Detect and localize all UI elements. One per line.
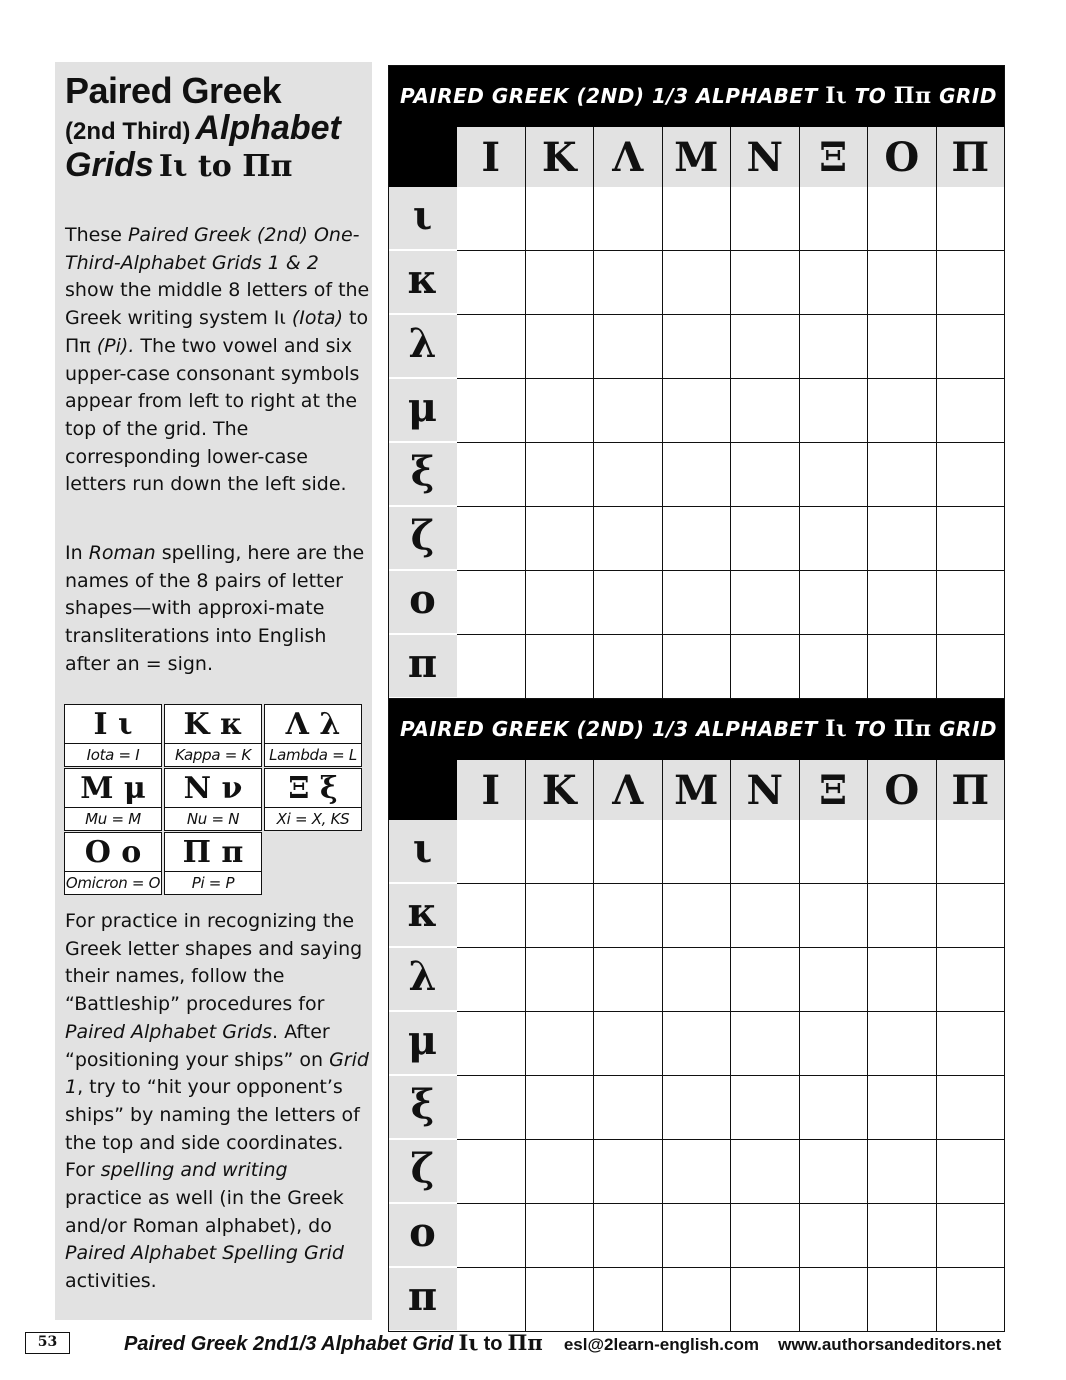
column-header: Π: [937, 760, 1006, 820]
footer-greek-start: Ιι: [458, 1330, 479, 1355]
grid-cell[interactable]: [731, 635, 800, 699]
grid-cell[interactable]: [937, 379, 1006, 443]
column-header: Ξ: [800, 760, 869, 820]
grid-cell[interactable]: [457, 187, 526, 251]
roman-text-1: Roman: [88, 542, 156, 564]
letter-cell: [164, 832, 262, 895]
grid-cell[interactable]: [663, 315, 732, 379]
grid-cell[interactable]: [937, 820, 1006, 884]
footer-title: Paired Greek 2nd1/3 Alphabet Grid: [124, 1333, 454, 1355]
grid-cell[interactable]: [868, 507, 937, 571]
grid-cell[interactable]: [663, 1204, 732, 1268]
grid-cell[interactable]: [594, 571, 663, 635]
intro-text-0: These: [65, 224, 128, 246]
grid-cell[interactable]: [800, 1140, 869, 1204]
footer-greek-end: Ππ: [507, 1330, 543, 1355]
grid-cell[interactable]: [526, 1140, 595, 1204]
grid-cell[interactable]: [457, 884, 526, 948]
grid-cell[interactable]: [800, 571, 869, 635]
grid-cell[interactable]: [868, 820, 937, 884]
column-header: Μ: [663, 760, 732, 820]
grid-title-part: TO: [854, 84, 887, 108]
grid-title-part: Ππ: [893, 83, 932, 109]
grid-cell[interactable]: [731, 443, 800, 507]
grid-cell[interactable]: [731, 1204, 800, 1268]
letter-pair: Κ κ: [183, 707, 243, 742]
intro-text-5: (Pi).: [96, 334, 135, 357]
letter-cell: [64, 832, 162, 895]
letter-pair: Μ μ: [80, 771, 146, 806]
footer-website[interactable]: www.authorsandeditors.net: [778, 1335, 1002, 1354]
grid-cell[interactable]: [457, 948, 526, 1012]
grid-cell[interactable]: [800, 1012, 869, 1076]
row-header: ζ: [388, 507, 457, 571]
grid-cell[interactable]: [457, 507, 526, 571]
letter-transliteration: Iota = I: [65, 743, 161, 766]
grid-cell[interactable]: [594, 1268, 663, 1332]
grid-cell[interactable]: [731, 507, 800, 571]
intro-paragraph: [65, 222, 370, 499]
grid-row: [388, 1012, 1005, 1076]
letter-cell: [64, 768, 162, 831]
letter-cell: [264, 768, 362, 831]
title-line-1: Paired Greek: [65, 70, 282, 111]
row-header: ι: [388, 187, 457, 251]
letter-pair: Λ λ: [285, 707, 341, 742]
intro-text-3: (Iota): [291, 307, 343, 330]
grid-cell[interactable]: [526, 1268, 595, 1332]
intro-text-1: Paired Greek (2nd) One-Third-Alphabet Grids 1 & 2: [65, 224, 360, 274]
grid-cell[interactable]: [731, 1012, 800, 1076]
grid-cell[interactable]: [937, 1140, 1006, 1204]
practice-text-7: Paired Alphabet Spelling Grid: [65, 1242, 344, 1265]
sidebar-panel: [55, 62, 372, 1320]
grid-cell[interactable]: [663, 820, 732, 884]
grid-row: [388, 1268, 1005, 1332]
grid-cell[interactable]: [937, 251, 1006, 315]
column-headers: [457, 760, 1005, 820]
grid-corner: [388, 127, 457, 187]
grid-cell[interactable]: [731, 948, 800, 1012]
column-header: Κ: [526, 760, 595, 820]
roman-text-2: spelling, here are the names of the 8 pairs of letter shapes—with approxi-mate transliterations into English after an = sign.: [65, 542, 365, 675]
grid-title-part: TO: [854, 717, 887, 741]
column-header: Ν: [731, 760, 800, 820]
practice-text-3: Grid 1: [65, 1048, 369, 1099]
grid-cell[interactable]: [594, 187, 663, 251]
grid-row: [388, 1076, 1005, 1140]
grid-cell[interactable]: [800, 884, 869, 948]
letter-cell: [164, 768, 262, 831]
letter-transliteration: Lambda = L: [265, 743, 361, 766]
grid-cell[interactable]: [937, 884, 1006, 948]
grid-cell[interactable]: [868, 251, 937, 315]
grid-row: [388, 1140, 1005, 1204]
grid-title-part: Ιι: [825, 83, 848, 109]
grid-title-part: GRID 2: [939, 717, 1019, 741]
grid-cell[interactable]: [937, 507, 1006, 571]
letter-transliteration: Pi = P: [165, 871, 261, 894]
grid-cell[interactable]: [663, 1012, 732, 1076]
row-header: λ: [388, 948, 457, 1012]
letter-name-table: [64, 704, 366, 898]
grid-cell[interactable]: [937, 948, 1006, 1012]
grid-cell[interactable]: [594, 820, 663, 884]
grid-cell[interactable]: [731, 884, 800, 948]
practice-text-6: practice as well (in the Greek and/or Roman alphabet), do: [65, 1187, 344, 1237]
grid-cell[interactable]: [457, 251, 526, 315]
grid-cell[interactable]: [594, 1204, 663, 1268]
column-headers: [457, 127, 1005, 187]
grid-header: [388, 698, 1019, 760]
grid-cell[interactable]: [868, 1204, 937, 1268]
grid-cell[interactable]: [663, 187, 732, 251]
letter-cell: [64, 704, 162, 767]
grid-cell[interactable]: [526, 1204, 595, 1268]
row-header: ξ: [388, 1076, 457, 1140]
grid-cell[interactable]: [663, 379, 732, 443]
grid-body: [388, 187, 1005, 699]
letter-cell: [264, 704, 362, 767]
grid-cell[interactable]: [457, 1076, 526, 1140]
row-header: λ: [388, 315, 457, 379]
page-title: [65, 70, 370, 186]
practice-text-2: . After “positioning your ships” on: [65, 1020, 330, 1071]
title-subtitle: (2nd Third): [65, 118, 191, 146]
letter-transliteration: Omicron = O: [65, 871, 161, 894]
row-header: ξ: [388, 443, 457, 507]
grid-cell[interactable]: [526, 635, 595, 699]
grid-corner: [388, 760, 457, 820]
grid-cell[interactable]: [457, 571, 526, 635]
column-header: Μ: [663, 127, 732, 187]
grid-cell[interactable]: [937, 635, 1006, 699]
grid-cell[interactable]: [526, 884, 595, 948]
grid-title-part: PAIRED GREEK (2ND) 1/3 ALPHABET: [400, 84, 818, 108]
grid-cell[interactable]: [457, 635, 526, 699]
grid-cell[interactable]: [800, 443, 869, 507]
grid-cell[interactable]: [526, 251, 595, 315]
grid-cell[interactable]: [457, 443, 526, 507]
grid-row: [388, 187, 1005, 251]
column-header: Ι: [457, 760, 526, 820]
grid-cell[interactable]: [594, 315, 663, 379]
title-grids: Grids: [65, 146, 154, 185]
grid-cell[interactable]: [526, 443, 595, 507]
grid-cell[interactable]: [868, 571, 937, 635]
grid-cell[interactable]: [937, 443, 1006, 507]
row-header: ο: [388, 1204, 457, 1268]
grid-cell[interactable]: [800, 379, 869, 443]
grid-cell[interactable]: [868, 948, 937, 1012]
column-header: Ι: [457, 127, 526, 187]
roman-text-0: In: [65, 542, 89, 564]
grid-row: [388, 820, 1005, 884]
grid-cell[interactable]: [731, 820, 800, 884]
letter-cell: [164, 704, 262, 767]
grid-cell[interactable]: [594, 443, 663, 507]
grid-cell[interactable]: [594, 1076, 663, 1140]
grid-cell[interactable]: [731, 379, 800, 443]
letter-pair: Ξ ξ: [288, 771, 338, 806]
grid-title-part: PAIRED GREEK (2ND) 1/3 ALPHABET: [400, 717, 818, 741]
grid-cell[interactable]: [868, 884, 937, 948]
grid-cell[interactable]: [526, 571, 595, 635]
practice-text-8: activities.: [65, 1270, 157, 1293]
grid-cell[interactable]: [526, 1076, 595, 1140]
grid-row: [388, 507, 1005, 571]
column-header: Π: [937, 127, 1006, 187]
grid-row: [388, 635, 1005, 699]
grid-cell[interactable]: [800, 820, 869, 884]
letter-transliteration: Nu = N: [165, 807, 261, 830]
grid-body: [388, 820, 1005, 1332]
grid-cell[interactable]: [594, 884, 663, 948]
grid-cell[interactable]: [868, 187, 937, 251]
title-alphabet: Alphabet: [195, 109, 341, 148]
intro-text-2: show the middle 8 letters of the Greek writing system Ιι: [65, 279, 370, 330]
row-header: ο: [388, 571, 457, 635]
footer-email[interactable]: esl@2learn-english.com: [563, 1335, 759, 1354]
grid-cell[interactable]: [731, 1140, 800, 1204]
page-number: 53: [25, 1332, 70, 1354]
grid-cell[interactable]: [594, 379, 663, 443]
grid-cell[interactable]: [663, 571, 732, 635]
grid-cell[interactable]: [526, 315, 595, 379]
intro-text-4: to Ππ: [65, 307, 369, 357]
grid-cell[interactable]: [457, 315, 526, 379]
grid-header: [388, 65, 1019, 127]
column-header: Ο: [868, 127, 937, 187]
grid-cell[interactable]: [800, 1076, 869, 1140]
grid-cell[interactable]: [457, 1268, 526, 1332]
grid-cell[interactable]: [868, 1140, 937, 1204]
grid-cell[interactable]: [526, 379, 595, 443]
practice-text-5: spelling and writing: [100, 1159, 288, 1182]
grid-cell[interactable]: [594, 635, 663, 699]
practice-text-0: For practice in recognizing the Greek letter shapes and saying their names, follow the “Battleship” procedures for: [65, 910, 363, 1016]
column-header: Κ: [526, 127, 595, 187]
grid-cell[interactable]: [731, 571, 800, 635]
grid-row: [388, 379, 1005, 443]
intro-text-6: The two vowel and six upper-case consonant symbols appear from left to right at the top of the grid. The corresponding lower-case letters run down the left side.: [65, 334, 360, 496]
letter-pair: Ν ν: [183, 771, 243, 806]
grid-cell[interactable]: [457, 820, 526, 884]
grid-cell[interactable]: [457, 379, 526, 443]
grid-cell[interactable]: [868, 1076, 937, 1140]
grid-cell[interactable]: [868, 1012, 937, 1076]
grid-cell[interactable]: [937, 315, 1006, 379]
grid-cell[interactable]: [663, 635, 732, 699]
row-header: μ: [388, 1012, 457, 1076]
grid-cell[interactable]: [731, 251, 800, 315]
row-header: π: [388, 1268, 457, 1332]
letter-pair: Ο ο: [84, 835, 142, 870]
grid-cell[interactable]: [663, 948, 732, 1012]
grid-cell[interactable]: [663, 884, 732, 948]
grid-cell[interactable]: [663, 507, 732, 571]
grid-title-part: Ππ: [893, 716, 932, 742]
grid-cell[interactable]: [594, 1140, 663, 1204]
letter-transliteration: Mu = M: [65, 807, 161, 830]
grid-cell[interactable]: [800, 1268, 869, 1332]
footer-to: to: [483, 1333, 503, 1355]
row-header: κ: [388, 251, 457, 315]
grid-cell[interactable]: [731, 315, 800, 379]
grid-row: [388, 315, 1005, 379]
letter-pair: Ι ι: [93, 707, 133, 742]
column-header: Ξ: [800, 127, 869, 187]
row-header: ι: [388, 820, 457, 884]
practice-paragraph: [65, 908, 370, 1296]
grid-row: [388, 571, 1005, 635]
alphabet-grid-1: [388, 65, 1019, 697]
grid-cell[interactable]: [868, 635, 937, 699]
grid-cell[interactable]: [594, 507, 663, 571]
letter-transliteration: Kappa = K: [165, 743, 261, 766]
footer: [124, 1326, 1001, 1362]
column-header: Λ: [594, 760, 663, 820]
grid-row: [388, 1204, 1005, 1268]
column-header: Ν: [731, 127, 800, 187]
row-header: ζ: [388, 1140, 457, 1204]
grid-cell[interactable]: [937, 1076, 1006, 1140]
grid-cell[interactable]: [526, 187, 595, 251]
grid-cell[interactable]: [594, 948, 663, 1012]
grid-cell[interactable]: [663, 251, 732, 315]
row-header: κ: [388, 884, 457, 948]
grid-cell[interactable]: [663, 443, 732, 507]
grid-cell[interactable]: [800, 315, 869, 379]
grid-cell[interactable]: [800, 507, 869, 571]
title-greek-range: Ιι to Ππ: [158, 149, 293, 185]
grid-cell[interactable]: [800, 948, 869, 1012]
practice-text-4: , try to “hit your opponent’s ships” by naming the letters of the top and side coordinates. For: [65, 1076, 360, 1182]
grid-row: [388, 884, 1005, 948]
row-header: μ: [388, 379, 457, 443]
grid-title-part: Ιι: [825, 716, 848, 742]
grid-cell[interactable]: [731, 1076, 800, 1140]
grid-cell[interactable]: [526, 948, 595, 1012]
column-header: Ο: [868, 760, 937, 820]
grid-cell[interactable]: [663, 1268, 732, 1332]
grid-cell[interactable]: [800, 635, 869, 699]
grid-cell[interactable]: [937, 187, 1006, 251]
grid-cell[interactable]: [731, 187, 800, 251]
row-header: π: [388, 635, 457, 699]
grid-row: [388, 443, 1005, 507]
grid-cell[interactable]: [594, 251, 663, 315]
grid-cell[interactable]: [457, 1204, 526, 1268]
grid-cell[interactable]: [526, 820, 595, 884]
alphabet-grid-2: [388, 698, 1019, 1322]
grid-cell[interactable]: [526, 507, 595, 571]
grid-cell[interactable]: [731, 1268, 800, 1332]
column-header: Λ: [594, 127, 663, 187]
practice-text-1: Paired Alphabet Grids: [65, 1020, 273, 1043]
letter-pair: Π π: [182, 835, 244, 870]
grid-cell[interactable]: [800, 251, 869, 315]
grid-cell[interactable]: [937, 1268, 1006, 1332]
grid-cell[interactable]: [457, 1012, 526, 1076]
grid-cell[interactable]: [868, 1268, 937, 1332]
grid-cell[interactable]: [937, 1204, 1006, 1268]
grid-cell[interactable]: [526, 1012, 595, 1076]
grid-cell[interactable]: [937, 571, 1006, 635]
grid-cell[interactable]: [937, 1012, 1006, 1076]
grid-cell[interactable]: [663, 1076, 732, 1140]
grid-cell[interactable]: [800, 1204, 869, 1268]
grid-cell[interactable]: [594, 1012, 663, 1076]
grid-cell[interactable]: [800, 187, 869, 251]
grid-cell[interactable]: [457, 1140, 526, 1204]
grid-cell[interactable]: [663, 1140, 732, 1204]
grid-title-part: GRID 1: [939, 84, 1019, 108]
grid-row: [388, 251, 1005, 315]
grid-cell[interactable]: [868, 379, 937, 443]
letter-transliteration: Xi = X, KS: [265, 807, 361, 830]
grid-row: [388, 948, 1005, 1012]
roman-spelling-paragraph: [65, 540, 370, 679]
grid-cell[interactable]: [868, 443, 937, 507]
grid-cell[interactable]: [868, 315, 937, 379]
